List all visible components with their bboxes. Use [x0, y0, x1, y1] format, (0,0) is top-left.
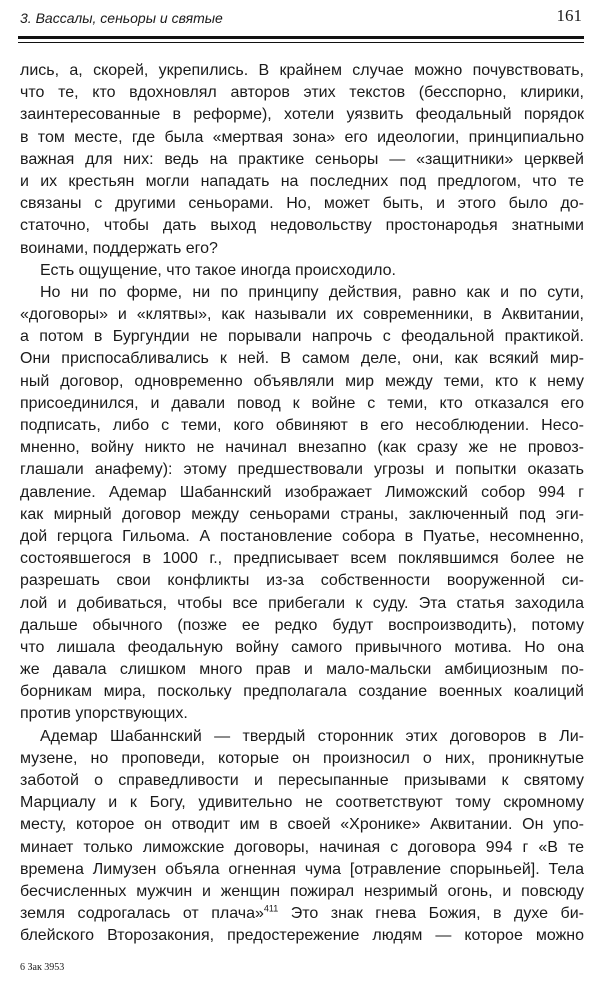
text-segment: Это знак гнева Божия, в духе би- [278, 905, 584, 923]
text-line: бесчисленных мужчин и женщин пожирал незримый огонь, и повсюду [20, 882, 584, 900]
text-line: же давала слишком много прав и мало-мальски амбициозным по- [20, 661, 584, 679]
text-line: дой герцога Гильома. А постановление собора в Пуатье, несомненно, [20, 527, 584, 545]
text-line: времена Лимузен объяла огненная чума [отравление спорыньей]. Тела [20, 860, 584, 878]
printer-signature: 6 Зак 3953 [20, 962, 65, 973]
text-line: и их крестьян могли нападать на последних под предлогом, что те [20, 172, 584, 190]
text-line: глашали анафему): этому предшествовали угрозы и попытки оказать [20, 461, 584, 479]
text-line: а потом в Бургундии не порывали напрочь с феодальной практикой. [20, 328, 584, 346]
text-line: разрешать свои конфликты из-за собственности вооруженной си- [20, 572, 584, 590]
text-line: что те, кто вдохновлял авторов этих текстов (бесспорно, клирики, [20, 84, 584, 102]
text-line: как мирный договор между сеньорами страны, заключенный под эги- [20, 505, 584, 523]
text-line: мненно, войну никто не начинал внезапно (как сразу же не провоз- [20, 439, 584, 457]
text-line: заботой о справедливости и пересыпанные призывами к святому [20, 772, 584, 789]
text-line: «договоры» и «клятвы», как называли их современники, в Аквитании, [20, 306, 584, 324]
text-line: борникам мира, поскольку предполагала создание военных коалиций [20, 683, 584, 701]
footnote-ref: 411 [263, 903, 279, 914]
text-line: воинами, поддержать его? [20, 239, 218, 257]
text-line: что лишала феодальную войну самого привычного мотива. Но она [20, 638, 584, 656]
header-rule-thin [18, 42, 584, 43]
text-line: заинтересованные в реформе), хотели уязвить феодальный порядок [20, 106, 584, 124]
text-line: состоявшегося в 1000 г., предписывает всем поклявшимся более не [20, 550, 584, 568]
text-line: в том месте, где была «мертвая зона» его идеологии, принципиально [20, 128, 584, 146]
header-rule-thick [18, 36, 584, 39]
text-line: дальше обычного (позже ее редко будут воспроизводить), потому [20, 616, 584, 634]
text-line: месту, которое он отводит им в своей «Хронике» Аквитании. Он упо- [20, 816, 584, 834]
chapter-title: 3. Вассалы, сеньоры и святые [20, 10, 223, 26]
page-number: 161 [556, 6, 582, 25]
text-line: Марциалу и к Богу, удивительно не соответствуют тому скромному [20, 794, 584, 812]
text-line: статочно, чтобы дать выход недовольству простонародья знатными [20, 217, 584, 235]
text-line: минает только лиможские договоры, начиная с договора 994 г «В те [20, 838, 584, 856]
text-line: связаны с другими сеньорами. Но, может быть, и этого было до- [20, 195, 584, 213]
text-line [20, 903, 584, 925]
text-line: присоединился, и давали повод к войне с теми, кто отказался его [20, 394, 584, 412]
text-line: Адемар Шабаннский — твердый сторонник этих договоров в Ли- [40, 727, 584, 745]
text-line: важная для них: ведь на практике сеньоры — «защитники» церквей [20, 150, 584, 168]
text-line: ный договор, одновременно объявляли мир между теми, кто к нему [20, 372, 584, 390]
text-line: лись, а, скорей, укрепились. В крайнем случае можно почувствовать, [20, 62, 584, 79]
text-segment: земля содрогалась от плача» [20, 905, 264, 923]
text-line: против упорствующих. [20, 705, 188, 723]
text-line: Но ни по форме, ни по принципу действия, равно как и по сути, [40, 283, 584, 301]
body-text [20, 60, 584, 948]
text-line: лой и добиваться, чтобы все прибегали к суду. Эта статья заходила [20, 594, 584, 612]
text-line: музене, но проповеди, которые он произносил о них, проникнутые [20, 749, 584, 767]
text-line: давление. Адемар Шабаннский изображает Лиможский собор 994 г [20, 483, 584, 501]
text-line: Они приспосабливались к ней. В самом деле, они, как всякий мир- [20, 350, 584, 368]
text-line: подписать, либо с теми, кого обвиняют в его несоблюдении. Несо- [20, 417, 584, 434]
text-line: блейского Второзакония, предостережение людям — которое можно [20, 927, 584, 945]
text-line: Есть ощущение, что такое иногда происходило. [40, 261, 396, 279]
